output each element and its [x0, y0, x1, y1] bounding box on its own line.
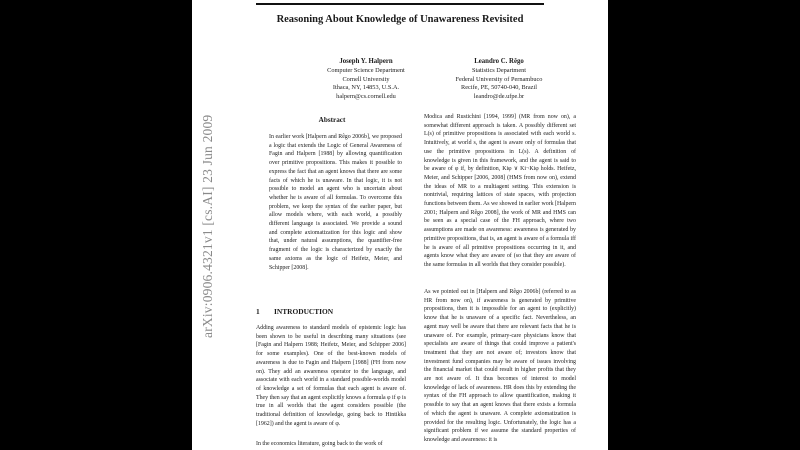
intro-paragraph-2: In the economics literature, going back to the work of — [256, 441, 383, 447]
author-address: Ithaca, NY, 14853, U.S.A. — [332, 84, 400, 92]
author-name: Joseph Y. Halpern — [339, 58, 393, 65]
right-column-paragraph-2: As we pointed out in [Halpern and Rêgo 2006b] (referred to as HR from now on), if awareness is generated by primitive propositions, then it is impossible for an agent to (explicitly) know that he is unaware of a specific fact. Nevertheless, an agent may well be aware that there are relevant facts that he is unaware of. For example, primary-care physicians know that specialists are aware of things that could improve a patient's treatment that they are not aware of; investors know that investment fund companies may be aware of issues involving the financial market that could result in higher profits that they are not aware of. It thus becomes of interest to model knowledge of lack of awareness. HR does this by extending the syntax of the FH approach to allow quantification, making it possible to say that an agent knows that there exists a formula of which the agent is unaware. A complete axiomatization is provided for the resulting logic. Unfortunately, the logic has a significant problem if we assume the standard properties of knowledge and awareness: it is — [424, 289, 576, 443]
author-institution: Federal University of Pernambuco — [455, 75, 543, 83]
author-address: Recife, PE, 50740-040, Brazil — [461, 84, 537, 92]
abstract-text: In earlier work [Halpern and Rêgo 2006b], we proposed a logic that extends the Logic of General Awareness of Fagin and Halpern [1988] by allowing quantification over primitive propositions. This makes it possible to express the fact that an agent knows that there are some facts of which he is unaware. In that logic, it is not possible to model an agent who is uncertain about whether he is aware of all formulas. To overcome this problem, we keep the syntax of the earlier paper, but allow models where, with each world, a possibly different language is associated. We provide a sound and complete axiomatization for this logic and show that, under natural assumptions, the quantifier-free fragment of the logic is characterized by exactly the same axioms as the logic of Heifetz, Meier, and Schipper [2008]. — [269, 134, 402, 271]
arxiv-identifier: arXiv:0906.4321v1 [cs.AI] 23 Jun 2009 — [200, 114, 215, 338]
author-name: Leandro C. Rêgo — [474, 58, 524, 65]
author-institution: Cornell University — [342, 75, 390, 83]
intro-paragraph-1: Adding awareness to standard models of epistemic logic has been shown to be useful in describing many situations (see [Fagin and Halpern 1988; Heifetz, Meier, and Schipper 2006] for some examples). One of the best-known models of awareness is due to Fagin and Halpern [1988] (FH from now on). They add an awareness operator to the language, and associate with each world in a standard possible-worlds model of knowledge a set of formulas that each agent is aware of. They then say that an agent explicitly knows a formula φ if φ is true in all worlds that the agent considers possible (the traditional definition of knowledge, going back to Hintikka [1962]) and the agent is aware of φ. — [256, 325, 406, 427]
author-block-rego — [424, 58, 574, 102]
paper-title: Reasoning About Knowledge of Unawareness Revisited — [276, 14, 524, 25]
abstract-heading: Abstract — [318, 116, 346, 124]
section-title: INTRODUCTION — [274, 307, 334, 316]
author-email: leandro@de.ufpe.br — [473, 93, 525, 101]
author-email: halpern@cs.cornell.edu — [336, 93, 396, 101]
author-department: Computer Science Department — [327, 66, 405, 74]
author-block-halpern — [296, 58, 436, 102]
section-number: 1 — [256, 307, 260, 316]
right-column-paragraph-1: Modica and Rustichini [1994, 1999] (MR from now on), a somewhat different approach is taken. A possibly different set L(s) of primitive propositions is associated with each world s. Intuitively, at world s, the agent is aware only of formulas that use the primitive propositions in L(s). A definition of knowledge is given in this framework, and the agent is said to be aware of φ if, by definition, Kiφ ∨ Ki¬Kiφ holds. Heifetz, Meier, and Schipper [2006, 2008] (HMS from now on), extend the ideas of MR to a multiagent setting. This extension is nontrivial, requiring lattices of state spaces, with projection functions between them. As we showed in earlier work [Halpern 2001; Halpern and Rêgo 2008], the work of MR and HMS can be seen as a special case of the FH approach, where two assumptions are made on awareness: awareness is generated by primitive propositions, that is, an agent is aware of a formula iff he is aware of all primitive propositions occurring in it, and agents know what they are aware of (so that they are aware of the same formulas in all worlds that they consider possible). — [424, 114, 576, 268]
author-department: Statistics Department — [471, 66, 527, 74]
paper-page — [192, 0, 608, 450]
title-rule — [256, 3, 544, 5]
section-heading — [256, 307, 333, 316]
